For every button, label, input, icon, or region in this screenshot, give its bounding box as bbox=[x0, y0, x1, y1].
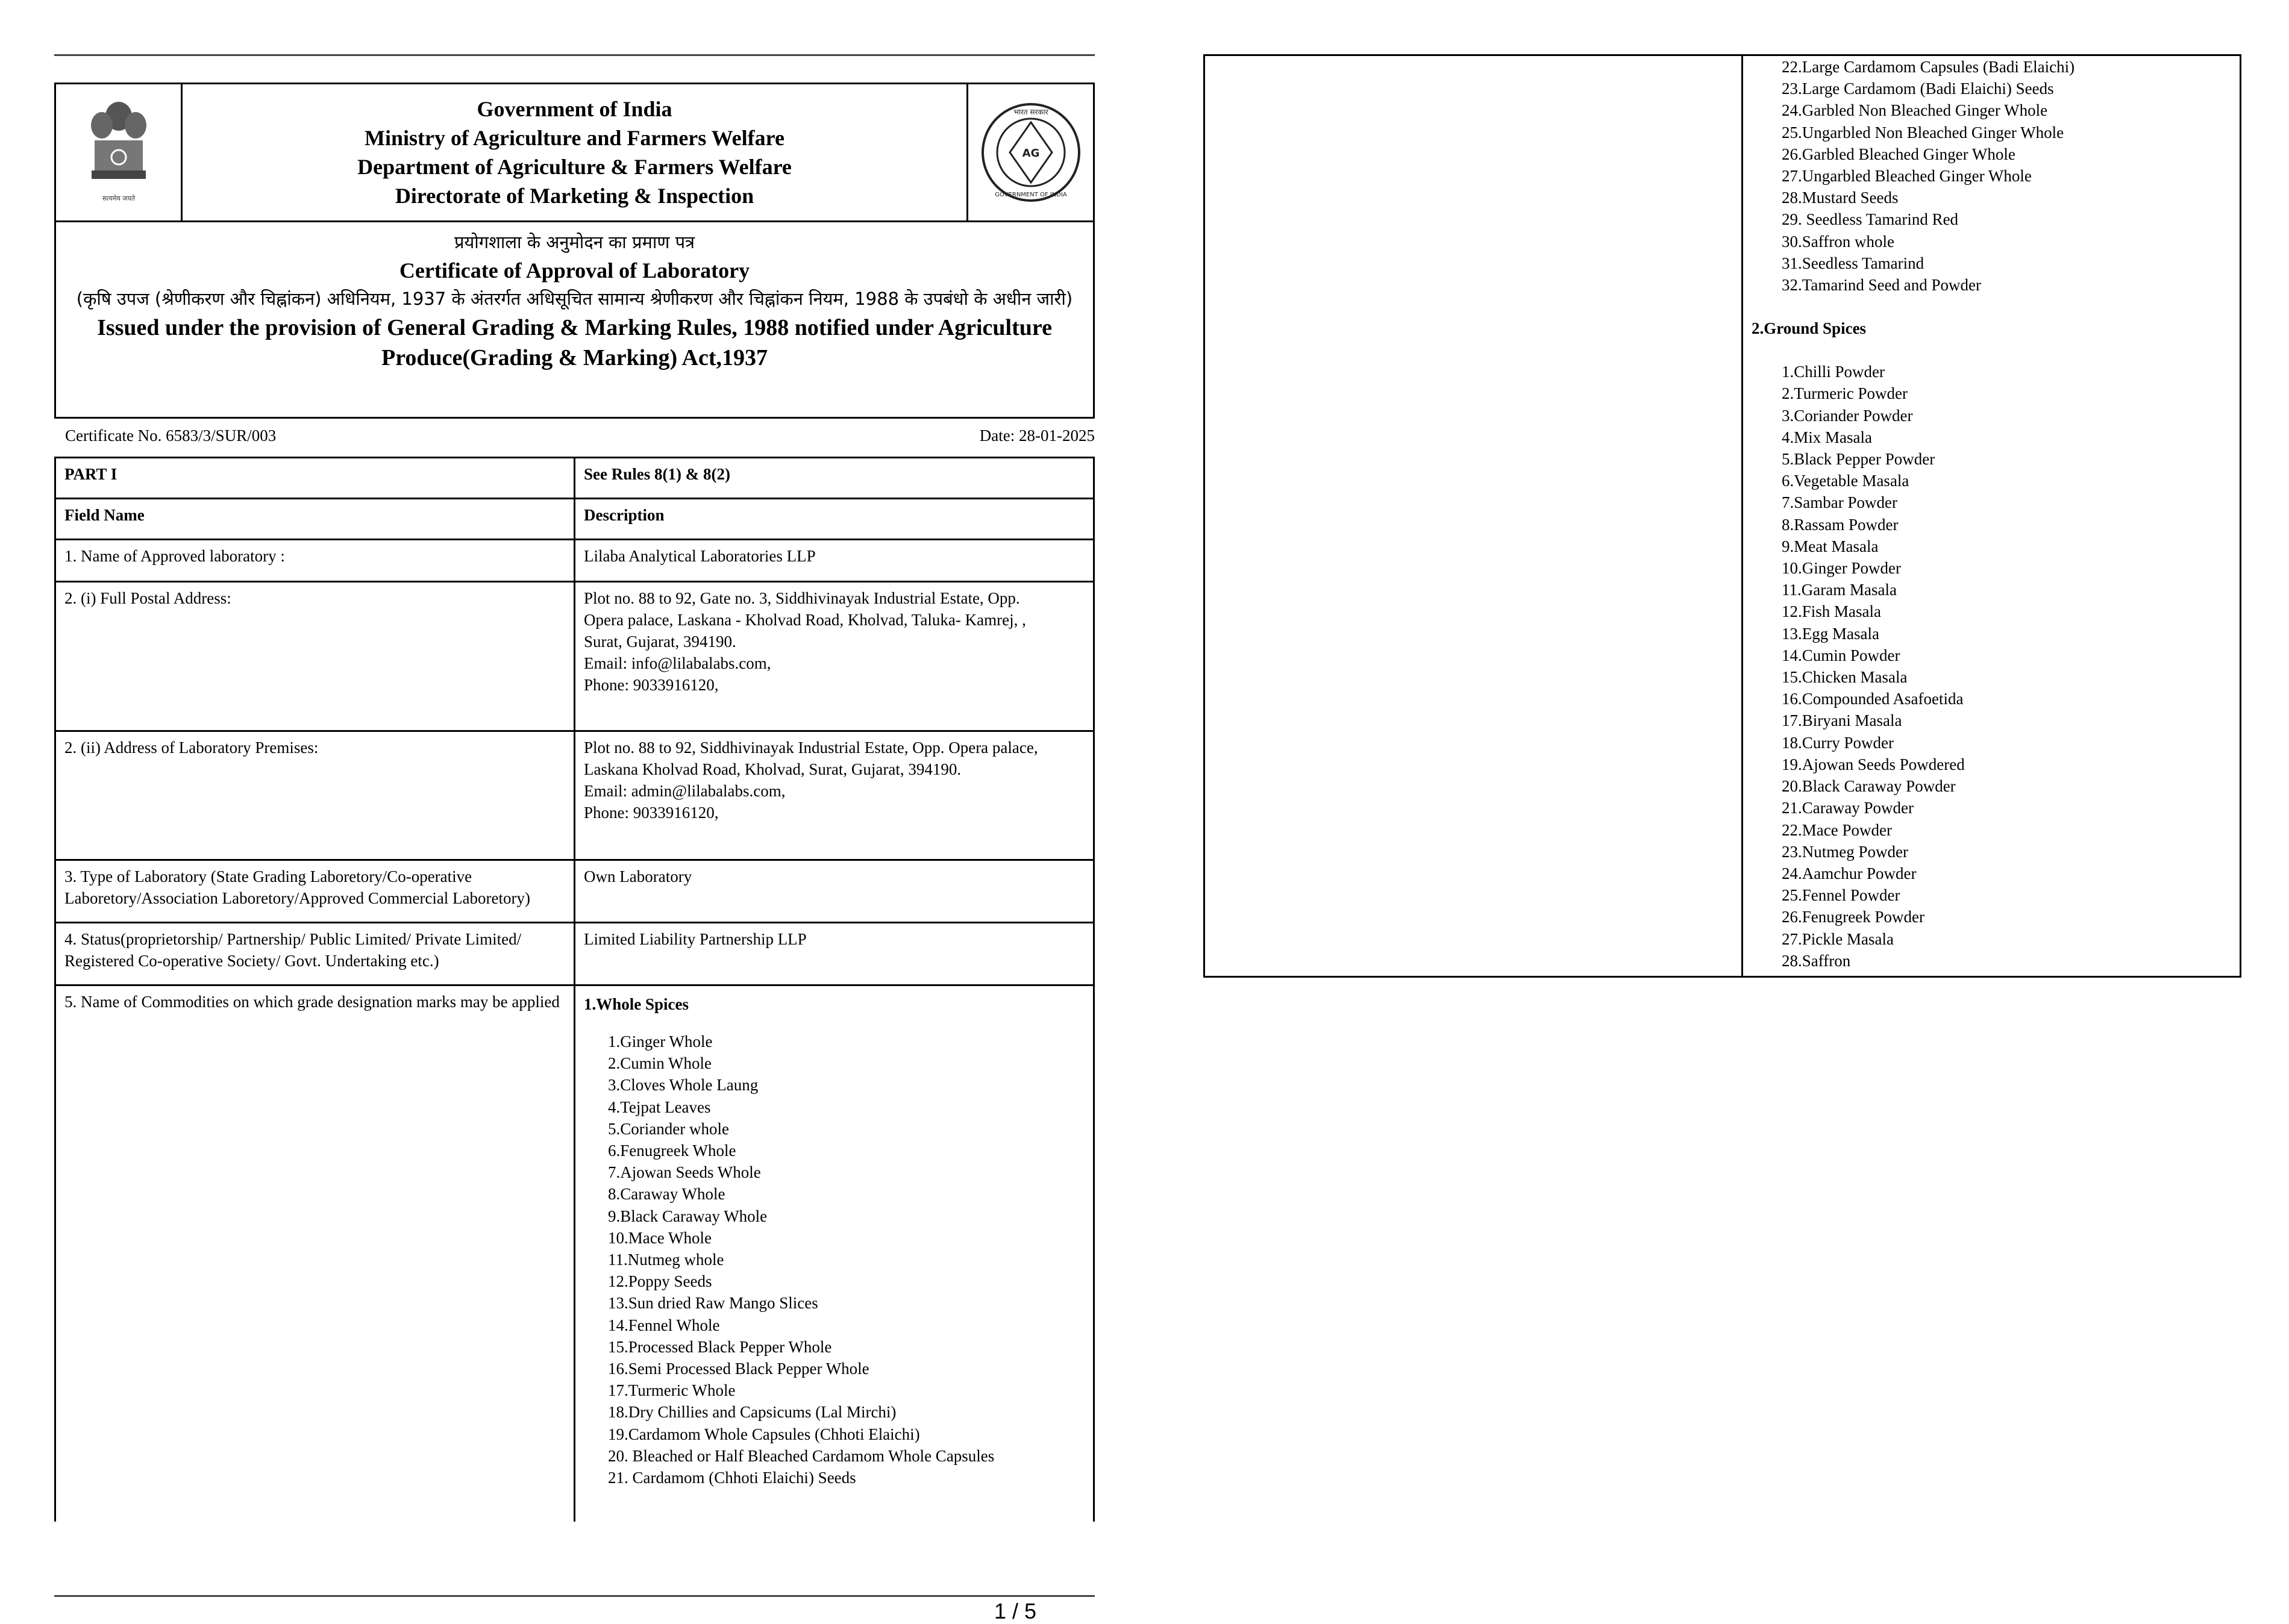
list-item: 23.Nutmeg Powder bbox=[1782, 842, 1908, 861]
list-item: 22.Large Cardamom Capsules (Badi Elaichi) bbox=[1782, 58, 2075, 76]
desc-cell bbox=[575, 540, 1094, 582]
svg-text:सत्यमेव जयते: सत्यमेव जयते bbox=[102, 195, 135, 202]
list-item: 27.Pickle Masala bbox=[1782, 929, 1894, 948]
desc-line: Phone: 9033916120, bbox=[584, 676, 719, 694]
list-item: 22.Mace Powder bbox=[1782, 820, 1892, 839]
list-item: 20. Bleached or Half Bleached Cardamom Whole Capsules bbox=[608, 1446, 995, 1465]
list-item: 5.Black Pepper Powder bbox=[1782, 450, 1935, 469]
list-item: 28.Mustard Seeds bbox=[1782, 189, 1899, 207]
list-item: 27.Ungarbled Bleached Ginger Whole bbox=[1782, 167, 2032, 186]
certificate-number: Certificate No. 6583/3/SUR/003 bbox=[65, 426, 277, 445]
list-item: 2.Cumin Whole bbox=[608, 1054, 712, 1073]
list-item: 28.Saffron bbox=[1782, 951, 1851, 970]
list-item: 6.Vegetable Masala bbox=[1782, 472, 1909, 490]
list-item: 25.Fennel Powder bbox=[1782, 886, 1900, 905]
hindi-title: प्रयोगशाला के अनुमोदन का प्रमाण पत्र bbox=[454, 232, 695, 252]
list-item: 17.Turmeric Whole bbox=[608, 1381, 736, 1400]
table-row bbox=[55, 458, 1094, 499]
list-item: 17.Biryani Masala bbox=[1782, 711, 1902, 730]
list-item: 16.Semi Processed Black Pepper Whole bbox=[608, 1360, 869, 1378]
certificate-date: Date: 28-01-2025 bbox=[979, 426, 1095, 445]
desc-line: Own Laboratory bbox=[584, 867, 692, 885]
list-item: 4.Tejpat Leaves bbox=[608, 1098, 711, 1116]
list-item: 2.Turmeric Powder bbox=[1782, 384, 1908, 403]
list-item: 10.Ginger Powder bbox=[1782, 559, 1901, 578]
desc-cell bbox=[575, 582, 1094, 731]
list-item: 4.Mix Masala bbox=[1782, 428, 1872, 446]
list-item: 14.Cumin Powder bbox=[1782, 646, 1900, 664]
whole-spices-title: 1.Whole Spices bbox=[584, 995, 689, 1013]
svg-text:GOVERNMENT OF INDIA: GOVERNMENT OF INDIA bbox=[994, 192, 1067, 198]
list-item: 14.Fennel Whole bbox=[608, 1316, 720, 1334]
field-cell: 5. Name of Commodities on which grade designation marks may be applied bbox=[55, 985, 575, 1522]
list-item: 10.Mace Whole bbox=[608, 1228, 712, 1247]
agmark-seal-icon bbox=[980, 101, 1082, 204]
desc-line: Phone: 9033916120, bbox=[584, 804, 719, 822]
gov-line-4: Directorate of Marketing & Inspection bbox=[395, 184, 754, 208]
desc-cell bbox=[575, 923, 1094, 985]
ground-spices-title: 2.Ground Spices bbox=[1752, 319, 1867, 338]
national-emblem bbox=[56, 84, 183, 220]
desc-cell bbox=[575, 860, 1094, 923]
desc-line: Lilaba Analytical Laboratories LLP bbox=[584, 547, 816, 565]
list-item: 12.Poppy Seeds bbox=[608, 1272, 712, 1291]
ground-spices-list bbox=[1752, 361, 2231, 972]
list-item: 3.Coriander Powder bbox=[1782, 406, 1913, 425]
list-item: 12.Fish Masala bbox=[1782, 602, 1881, 621]
list-item: 9.Meat Masala bbox=[1782, 537, 1879, 555]
table-row bbox=[55, 731, 1094, 860]
list-item: 9.Black Caraway Whole bbox=[608, 1207, 768, 1225]
desc-line: Surat, Gujarat, 394190. bbox=[584, 632, 736, 651]
desc-cell bbox=[575, 731, 1094, 860]
desc-line: Opera palace, Laskana - Kholvad Road, Kholvad, Taluka- Kamrej, , bbox=[584, 611, 1026, 629]
table-row bbox=[55, 860, 1094, 923]
list-item: 6.Fenugreek Whole bbox=[608, 1141, 736, 1160]
list-item: 24.Garbled Non Bleached Ginger Whole bbox=[1782, 101, 2048, 120]
table-row bbox=[55, 499, 1094, 540]
description-header: Description bbox=[575, 499, 1094, 540]
top-rule bbox=[54, 54, 1095, 56]
svg-text:AG: AG bbox=[1022, 147, 1039, 160]
hindi-issued-line: (कृषि उपज (श्रेणीकरण और चिह्नांकन) अधिनियम, 1937 के अंतरर्गत अधिसूचित सामान्य श्रेणीकरण और चिह्नांकन नियम, 1988 के उपबंधो के अधीन जारी) bbox=[76, 289, 1073, 309]
list-item: 8.Rassam Powder bbox=[1782, 515, 1899, 534]
table-row bbox=[1204, 55, 2241, 977]
desc-cell bbox=[575, 985, 1094, 1522]
header-box bbox=[54, 83, 1095, 222]
page-2 bbox=[1203, 0, 2241, 976]
list-item: 18.Dry Chillies and Capsicums (Lal Mirchi) bbox=[608, 1403, 897, 1422]
list-item: 19.Ajowan Seeds Powdered bbox=[1782, 755, 1965, 773]
list-item: 31.Seedless Tamarind bbox=[1782, 254, 1924, 272]
list-item: 29. Seedless Tamarind Red bbox=[1782, 210, 1959, 229]
whole-spices-cont-list bbox=[1752, 56, 2231, 296]
approval-table bbox=[54, 457, 1095, 1522]
list-item: 15.Processed Black Pepper Whole bbox=[608, 1337, 832, 1356]
desc-line: Email: admin@lilabalabs.com, bbox=[584, 782, 786, 800]
list-item: 21.Caraway Powder bbox=[1782, 799, 1914, 817]
issued-under-line: Issued under the provision of General Grading & Marking Rules, 1988 notified under Agriculture Produce(Grading & Marking) Act,1937 bbox=[97, 315, 1052, 370]
table-row bbox=[55, 985, 1094, 1522]
table-row bbox=[55, 540, 1094, 582]
field-cell: 2. (ii) Address of Laboratory Premises: bbox=[55, 731, 575, 860]
list-item: 1.Ginger Whole bbox=[608, 1032, 713, 1051]
field-cell: 2. (i) Full Postal Address: bbox=[55, 582, 575, 731]
list-item: 20.Black Caraway Powder bbox=[1782, 777, 1956, 796]
list-item: 21. Cardamom (Chhoti Elaichi) Seeds bbox=[608, 1469, 856, 1487]
whole-spices-list bbox=[584, 1031, 1085, 1488]
table-row bbox=[55, 582, 1094, 731]
list-item: 25.Ungarbled Non Bleached Ginger Whole bbox=[1782, 123, 2064, 142]
list-item: 13.Egg Masala bbox=[1782, 624, 1879, 643]
list-item: 7.Ajowan Seeds Whole bbox=[608, 1163, 761, 1182]
list-item: 11.Nutmeg whole bbox=[608, 1251, 724, 1269]
certificate-title: Certificate of Approval of Laboratory bbox=[399, 258, 750, 283]
gov-line-1: Government of India bbox=[477, 97, 672, 121]
continuation-table bbox=[1203, 54, 2241, 978]
rules-label: See Rules 8(1) & 8(2) bbox=[575, 458, 1094, 499]
bottom-rule bbox=[54, 1595, 1095, 1597]
list-item: 8.Caraway Whole bbox=[608, 1185, 725, 1204]
field-cell-empty bbox=[1204, 55, 1743, 977]
gov-line-2: Ministry of Agriculture and Farmers Welfare bbox=[365, 126, 784, 150]
part-label: PART I bbox=[55, 458, 575, 499]
svg-text:भारत सरकार: भारत सरकार bbox=[1013, 108, 1048, 116]
table-row bbox=[55, 923, 1094, 985]
field-header: Field Name bbox=[55, 499, 575, 540]
list-item: 26.Fenugreek Powder bbox=[1782, 908, 1924, 926]
list-item: 18.Curry Powder bbox=[1782, 733, 1894, 752]
field-cell: 1. Name of Approved laboratory : bbox=[55, 540, 575, 582]
page-1 bbox=[54, 0, 1095, 1623]
list-item: 1.Chilli Powder bbox=[1782, 363, 1885, 381]
list-item: 3.Cloves Whole Laung bbox=[608, 1076, 759, 1095]
page-number: 1 / 5 bbox=[994, 1599, 1037, 1623]
certificate-title-box bbox=[54, 222, 1095, 419]
field-cell: 4. Status(proprietorship/ Partnership/ Public Limited/ Private Limited/ Registered Co-operative Society/ Govt. Undertaking etc.) bbox=[55, 923, 575, 985]
desc-line: Email: info@lilabalabs.com, bbox=[584, 654, 771, 672]
desc-cell bbox=[1743, 55, 2241, 977]
list-item: 16.Compounded Asafoetida bbox=[1782, 690, 1964, 708]
ashoka-emblem-icon bbox=[83, 92, 155, 213]
list-item: 30.Saffron whole bbox=[1782, 232, 1894, 251]
desc-line: Limited Liability Partnership LLP bbox=[584, 930, 807, 948]
list-item: 26.Garbled Bleached Ginger Whole bbox=[1782, 145, 2015, 163]
list-item: 5.Coriander whole bbox=[608, 1119, 729, 1138]
list-item: 15.Chicken Masala bbox=[1782, 668, 1908, 687]
list-item: 13.Sun dried Raw Mango Slices bbox=[608, 1294, 818, 1313]
gov-line-3: Department of Agriculture & Farmers Welfare bbox=[357, 155, 792, 179]
list-item: 24.Aamchur Powder bbox=[1782, 864, 1917, 882]
desc-line: Laskana Kholvad Road, Kholvad, Surat, Gujarat, 394190. bbox=[584, 760, 962, 778]
desc-line: Plot no. 88 to 92, Siddhivinayak Industrial Estate, Opp. Opera palace, bbox=[584, 739, 1038, 757]
desc-line: Plot no. 88 to 92, Gate no. 3, Siddhivinayak Industrial Estate, Opp. bbox=[584, 589, 1020, 607]
list-item: 7.Sambar Powder bbox=[1782, 493, 1897, 512]
government-title bbox=[183, 84, 966, 220]
list-item: 19.Cardamom Whole Capsules (Chhoti Elaichi) bbox=[608, 1425, 920, 1443]
list-item: 32.Tamarind Seed and Powder bbox=[1782, 276, 1982, 295]
list-item: 11.Garam Masala bbox=[1782, 581, 1897, 599]
agmark-seal bbox=[966, 84, 1093, 220]
field-cell: 3. Type of Laboratory (State Grading Laboretory/Co-operative Laboretory/Association Laboretory/Approved Commercial Laboretory) bbox=[55, 860, 575, 923]
list-item: 23.Large Cardamom (Badi Elaichi) Seeds bbox=[1782, 80, 2054, 98]
